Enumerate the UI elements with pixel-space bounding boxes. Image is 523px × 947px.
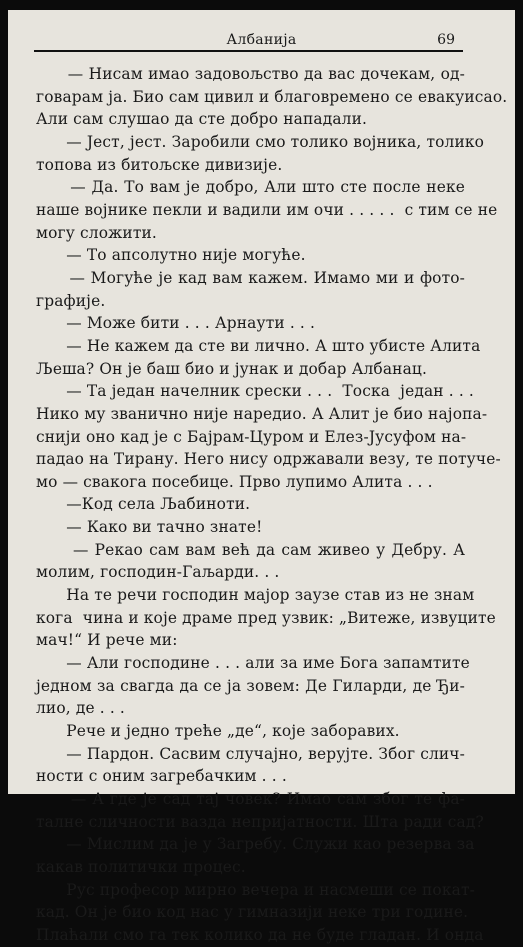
text-line: — Јест, јест. Заробили смо толико војника, толико xyxy=(36,132,485,151)
text-line: једном за свагда да се ја зовем: Де Гиларди, де Ђи- xyxy=(36,676,465,695)
book-page xyxy=(8,10,515,944)
text-line: топова из битољске дивизије. xyxy=(36,155,283,174)
text-line: —Код села Љабиноти. xyxy=(36,495,251,514)
running-head-title: Албанија xyxy=(226,32,297,48)
body-text xyxy=(36,63,508,947)
text-line: снији оно кад је с Бајрам-Цуром и Елез-Јусуфом на- xyxy=(36,427,467,446)
text-line: Али сам слушао да сте добро нападали. xyxy=(36,110,368,129)
text-line: лио, де . . . xyxy=(36,699,125,718)
text-line: мач!“ И рече ми: xyxy=(36,631,178,650)
text-line: — Нисам имао задовољство да вас дочекам, од- xyxy=(36,65,465,83)
text-line: наше војнике пекли и вадили им очи . . . . . с тим се не xyxy=(36,200,498,219)
text-line: — Та један начелник срески . . . Тоска један . . . xyxy=(36,382,474,401)
text-line: мо — свакога посебице. Прво лупимо Алита . . . xyxy=(36,472,433,491)
text-line: молим, господин-Гаљарди. . . xyxy=(36,563,280,582)
text-line: графије. xyxy=(36,291,106,310)
page-header xyxy=(8,10,515,62)
text-line: Рече и једно треће „де“, које заборавих. xyxy=(36,722,400,741)
text-line: Рус професор мирно вечера и насмеши се покат- xyxy=(36,880,475,899)
text-line: Плаћали смо га тек колико да не буде гладан. И онда xyxy=(36,925,484,944)
text-line: кад. Он је био код нас у гимназији неке три године. xyxy=(36,903,469,922)
text-line: говарам ја. Био сам цивил и благовремено се евакуисао. xyxy=(36,87,508,106)
text-line: — Не кажем да сте ви лично. А што убисте Алита xyxy=(36,336,481,355)
text-line: — А где је сад тај човек? Имао сам због те фа- xyxy=(36,790,465,808)
text-line: — Пардон. Сасвим случајно, верујте. Због слич- xyxy=(36,744,465,763)
text-line: — Рекао сам вам већ да сам живео у Дебру. А xyxy=(36,540,465,559)
text-line: — Могуће је кад вам кажем. Имамо ми и фото- xyxy=(36,268,465,287)
text-line: На те речи господин мајор заузе став из не знам xyxy=(36,586,475,605)
text-line: Нико му званично није наредио. А Алит је био најопа- xyxy=(36,404,488,423)
text-line: — Да. То вам је добро, Али што сте после неке xyxy=(36,178,465,197)
text-line: Љеша? Он је баш био и јунак и добар Албанац. xyxy=(36,359,427,378)
text-line: — То апсолутно није могуће. xyxy=(36,246,306,265)
text-line: — Мислим да је у Загребу. Служи као резерва за xyxy=(36,835,475,854)
text-line: — Може бити . . . Арнаути . . . xyxy=(36,314,316,333)
text-line: кога чина и које драме пред узвик: „Витеже, извуците xyxy=(36,608,496,627)
text-line: могу сложити. xyxy=(36,223,157,242)
header-rule xyxy=(34,50,463,52)
page-number: 69 xyxy=(437,32,455,48)
text-line: — Како ви тачно знате! xyxy=(36,518,263,537)
text-line: — Али господине . . . али за име Бога запамтите xyxy=(36,654,470,673)
text-line: ности с оним загребачким . . . xyxy=(36,767,287,786)
text-line: талне сличности вазда непријатности. Шта ради сад? xyxy=(36,812,484,831)
text-line: какав политички процес. xyxy=(36,857,246,876)
text-line: падао на Тирану. Него нису одржавали везу, те потуче- xyxy=(36,450,501,469)
